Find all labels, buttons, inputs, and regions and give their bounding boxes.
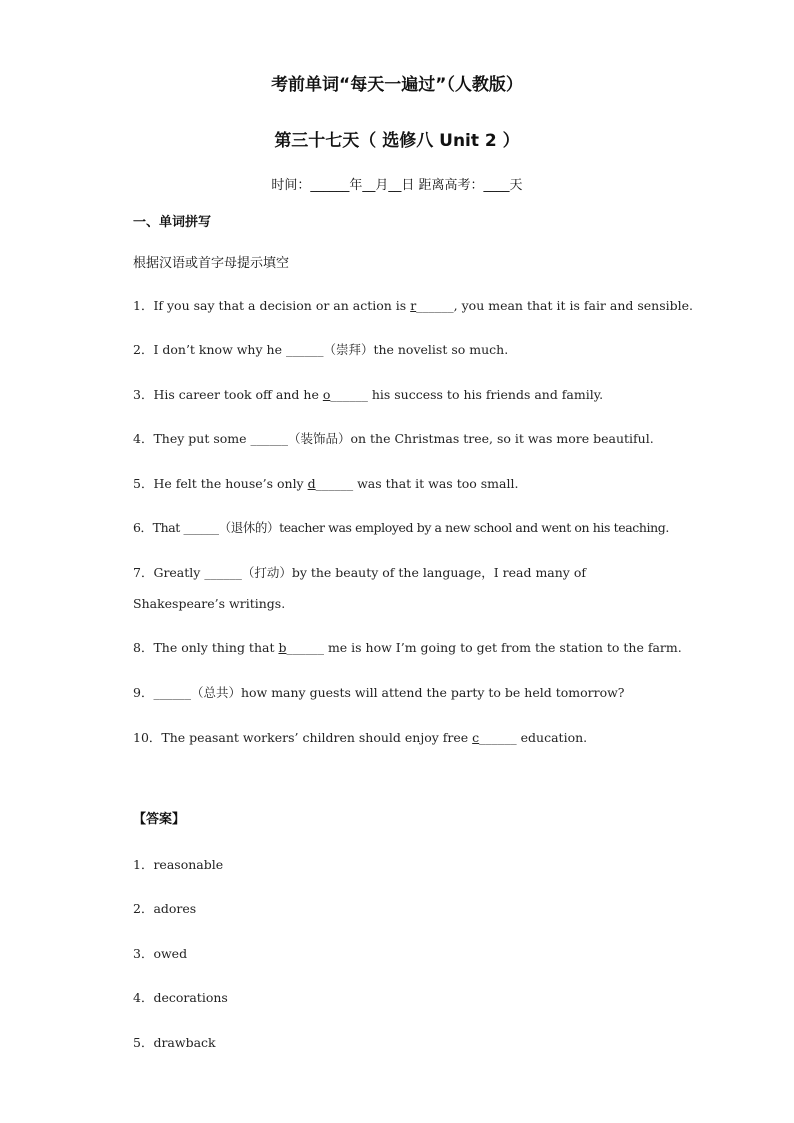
section-heading: 一、单词拼写 xyxy=(133,215,212,230)
question-10 xyxy=(133,722,673,753)
question-text: The only thing that xyxy=(153,640,279,655)
answer-4 xyxy=(133,988,228,1006)
section-instruction: 根据汉语或首字母提示填空 xyxy=(133,256,290,271)
question-7 xyxy=(133,557,673,619)
question-text: I don’t know why he ______（崇拜）the novelist so much. xyxy=(153,342,509,357)
question-9 xyxy=(133,677,673,708)
question-text-tail: ______ was that it was too small. xyxy=(315,476,519,491)
question-8 xyxy=(133,632,682,663)
question-1 xyxy=(133,290,694,321)
answer-number: 4． xyxy=(133,990,154,1005)
letter-hint: b xyxy=(278,640,287,655)
answer-number: 2． xyxy=(133,901,154,916)
letter-hint: d xyxy=(307,476,316,491)
question-number: 1． xyxy=(133,298,154,313)
answer-number: 5． xyxy=(133,1035,154,1050)
question-number: 2． xyxy=(133,342,154,357)
answer-3 xyxy=(133,944,187,962)
question-number: 5． xyxy=(133,476,154,491)
question-number: 9． xyxy=(133,685,154,700)
page-title: 考前单词“每天一遍过”（人教版） xyxy=(271,75,523,95)
question-text: If you say that a decision or an action is xyxy=(153,298,411,313)
answer-1 xyxy=(133,855,223,873)
question-6 xyxy=(133,512,673,543)
question-number: 3． xyxy=(133,387,154,402)
question-number: 4． xyxy=(133,431,154,446)
question-text: He felt the house’s only xyxy=(153,476,308,491)
answer-text: decorations xyxy=(153,990,228,1005)
answer-text: owed xyxy=(153,946,188,961)
question-text: They put some ______（装饰品）on the Christmas tree, so it was more beautiful. xyxy=(153,431,654,446)
question-number: 7． xyxy=(133,565,154,580)
question-text: That ______（退休的）teacher was employed by a new school and went on his teaching. xyxy=(152,520,669,535)
answer-5 xyxy=(133,1033,216,1051)
question-text: His career took off and he xyxy=(153,387,323,402)
answer-number: 3． xyxy=(133,946,154,961)
answer-2 xyxy=(133,899,196,917)
answers-heading: 【答案】 xyxy=(133,812,186,827)
question-text-tail: ______ his success to his friends and family. xyxy=(330,387,604,402)
question-number: 10． xyxy=(133,730,162,745)
question-text: ______（总共）how many guests will attend the party to be held tomorrow? xyxy=(153,685,625,700)
question-number: 8． xyxy=(133,640,154,655)
answer-text: reasonable xyxy=(153,857,224,872)
date-line: 时间：______年__月__日 距离高考：____天 xyxy=(271,178,523,193)
question-4 xyxy=(133,423,673,454)
question-5 xyxy=(133,468,673,499)
question-text: Greatly ______（打动）by the beauty of the language，I read many of Shakespeare’s writings. xyxy=(133,565,586,611)
question-2 xyxy=(133,334,673,365)
question-text-tail: ______, you mean that it is fair and sensible. xyxy=(416,298,694,313)
letter-hint: c xyxy=(472,730,480,745)
question-text-tail: ______ education. xyxy=(479,730,588,745)
answer-text: adores xyxy=(153,901,197,916)
question-3 xyxy=(133,379,673,410)
page-subtitle: 第三十七天（ 选修八 Unit 2 ） xyxy=(274,131,520,151)
answer-text: drawback xyxy=(153,1035,216,1050)
letter-hint: r xyxy=(410,298,417,313)
question-text-tail: ______ me is how I’m going to get from the station to the farm. xyxy=(286,640,682,655)
answer-number: 1． xyxy=(133,857,154,872)
question-number: 6． xyxy=(133,520,153,535)
question-text: The peasant workers’ children should enjoy free xyxy=(161,730,473,745)
letter-hint: o xyxy=(322,387,331,402)
